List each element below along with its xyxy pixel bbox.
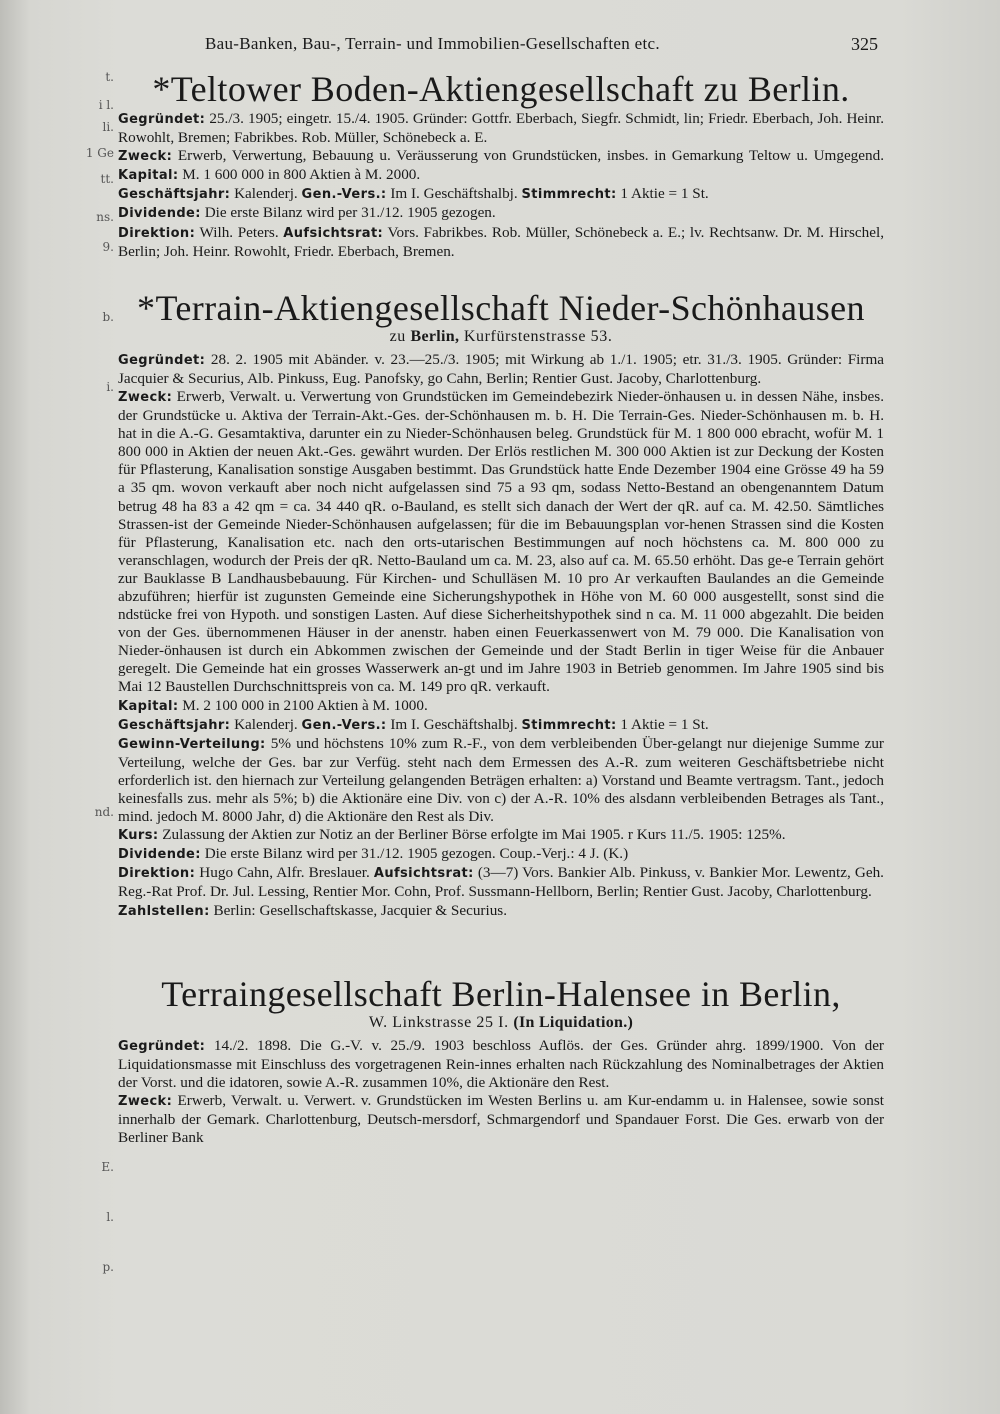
entry-address: zu Berlin, Kurfürstenstrasse 53. (389, 327, 613, 345)
entry-dividend: Dividende: Die erste Bilanz wird per 31./12. 1905 gezogen. (118, 204, 496, 222)
entry-management: Direktion: Wilh. Peters. Aufsichtsrat: Vors. Fabrikbes. Rob. Müller, Schönebeck a. E.; lv. Rechtsanw. Dr. M. Hirschel, Berlin; Joh. Heinr. Rowohlt, Friedr. Eberbach, Bremen. (118, 223, 884, 260)
margin-fragment: p. (102, 1260, 114, 1274)
entry-dividend: Dividende: Die erste Bilanz wird per 31./12. 1905 gezogen. Coup.-Verj.: 4 J. (K.) (118, 845, 629, 863)
margin-fragment: E. (101, 1160, 114, 1174)
page-number: 325 (851, 34, 878, 54)
entry-capital: Kapital: M. 2 100 000 in 2100 Aktien à M. 1000. (118, 696, 428, 714)
entry-founded: Gegründet: 28. 2. 1905 mit Abänder. v. 23.—25./3. 1905; mit Wirkung ab 1./1. 1905; etr. 31./3. 1905. Gründer: Firma Jacquier & Securius, Alb. Pinkuss, Eug. Panofsky, go Cahn, Berlin; Rentier Gust. Jacoby, Charlottenburg. (118, 350, 884, 387)
company-entry-teltower (118, 70, 884, 261)
running-header: Bau-Banken, Bau-, Terrain- und Immobilien-Gesellschaften etc. (205, 34, 660, 53)
entry-founded: Gegründet: 25./3. 1905; eingetr. 15./4. 1905. Gründer: Gottfr. Eberbach, Siegfr. Schmidt, lin; Friedr. Eberbach, Joh. Heinr. Rowohlt, Bremen; Fabrikbes. Rob. Müller, Schönebeck a. E. (118, 110, 884, 147)
entry-purpose: Zweck: Erwerb, Verwertung, Bebauung u. Veräusserung von Grundstücken, insbes. in Gemarkung Teltow u. Umgegend. Kapital: M. 1 600 000 in 800 Aktien à M. 2000. (118, 147, 884, 184)
entry-title: *Terrain-Aktiengesellschaft Nieder-Schönhausen (137, 287, 865, 328)
company-entry-halensee (118, 975, 884, 1148)
page-body (118, 70, 884, 1147)
entry-founded: Gegründet: 14./2. 1898. Die G.-V. v. 25./9. 1903 beschloss Auflös. der Ges. Gründer ahrg. 1899/1900. Von der Liquidationsmasse mit Einschluss des vorgetragenen Rein-innes erhalten nach Rückzahlung des Nominalbetrages der Aktien der Vorst. und die idatoren, sowie A.-R. zusammen 10%, die Aktionäre den Rest. (118, 1036, 884, 1091)
entry-title: *Teltower Boden-Aktiengesellschaft zu Berlin. (152, 69, 850, 109)
margin-fragment: tt. (100, 172, 114, 186)
entry-quotation: Kurs: Zulassung der Aktien zur Notiz an der Berliner Börse erfolgte im Mai 1905. r Kurs 11./5. 1905: 125%. (118, 826, 786, 844)
entry-management: Direktion: Hugo Cahn, Alfr. Breslauer. Aufsichtsrat: (3—7) Vors. Bankier Alb. Pinkuss, v. Bankier Mor. Lewentz, Geh. Reg.-Rat Prof. Dr. Jul. Lessing, Rentier Mor. Cohn, Prof. Sussmann-Hellborn, Berlin; Rentier Gust. Jacoby, Charlottenburg. (118, 864, 884, 901)
left-margin-bleed (0, 60, 118, 1360)
margin-fragment: t. (105, 70, 114, 84)
margin-fragment: i l. (98, 98, 114, 112)
margin-fragment: 9. (102, 240, 114, 254)
entry-title: Terraingesellschaft Berlin-Halensee in Berlin, (161, 973, 841, 1014)
entry-purpose: Zweck: Erwerb, Verwalt. u. Verwertung von Grundstücken im Gemeindebezirk Nieder-önhausen u. in dessen Nähe, insbes. der Grundstücke u. Aktiva der Terrain-Akt.-Ges. der-Schönhausen m. b. H. Die Terrain-Ges. Nieder-Schönhausen m. b. H. hat in die A.-G. Gesamtaktiva, darunter ein zu Nieder-Schönhausen beleg. Grundstück für M. 1 800 000 ebracht, wofür M. 1 800 000 in Aktien der neuen Akt.-Ges. gewährt wurden. Der Erlös restlichen M. 300 000 Aktien ist zur Deckung der Kosten für Pflasterung, Kanalisation sonstige Ausgaben bestimmt. Das Grundstück hatte Ende Dezember 1904 eine Grösse 49 ha 59 a 35 qm. wovon verkauft aber noch nicht aufgelassen sind 75 a 93 qm, sodass Netto-Bestand an obengenanntem Datum betrug 48 ha 83 a 42 qm = ca. 34 440 qR. o-Bauland, es stellt sich danach der Wert der qR. auf ca. M. 42.50. Sämtliches Strassen-ist der Gemeinde Nieder-Schönhausen aufgelassen; für die im Bebauungsplan vor-henen Strassen sind die Kosten für Pflasterung, Kanalisation etc. nach den orts-utarischen Bestimmungen auf noch höchstens ca. M. 800 000 zu veranschlagen, wodurch der Preis der qR. Netto-Bauland um ca. M. 23, also auf ca. M. 65.50 erhöht. Das ge-e Terrain gehört zur Bauklasse B Landhausbebauung. Für Kirchen- und Schulläsen M. 10 pro Ar verkauften Baulandes an die Gemeinde abzuführen; hierfür ist zugunsten Gemeinde eine Sicherungshypothek in Höhe von M. 60 000 ausgestellt, sonst sind die ndstücke frei von Hypoth. und sonstigen Lasten. Auf diese Sicherheitshypothek sind n ca. M. 11 000 abgezahlt. Die beiden von der Ges. übernommenen Häuser in der anenstr. haben einen Feuerkassenwert von M. 79 000. Die Kanalisation von Nieder-önhausen ist durch ein Abkommen zwischen der Gemeinde und der Stadt Berlin in tiger Weise für die Anbauer geregelt. Die Gemeinde hat ein grosses Wasserwerk an-gt und im Jahre 1903 in Betrieb genommen. Im Jahre 1905 sind bis Mai 12 Baustellen Durchschnittspreis von ca. M. 149 pro qR. verkauft. (118, 387, 884, 696)
margin-fragment: nd. (94, 805, 114, 819)
margin-fragment: b. (102, 310, 114, 324)
entry-fiscal: Geschäftsjahr: Kalenderj. Gen.-Vers.: Im I. Geschäftshalbj. Stimmrecht: 1 Aktie = 1 St. (118, 185, 709, 203)
company-entry-nieder-schoenhausen (118, 289, 884, 921)
entry-address: W. Linkstrasse 25 I. (In Liquidation.) (368, 1013, 634, 1031)
margin-fragment: i. (106, 380, 114, 394)
margin-fragment: li. (102, 120, 114, 134)
entry-profit-distribution: Gewinn-Verteilung: 5% und höchstens 10% zum R.-F., von dem verbleibenden Über-gelangt nur diejenige Summe zur Verteilung, welche der Ges. bar zur Verfüg. steht nach dem Ermessen des A.-R. zum weiteren Geschäftsbetriebe nicht erforderlich ist. den hiernach zur Verteilung gelangenden Beträgen erhalten: a) Vorstand und Beamte vertragsm. Tant., jedoch keinesfalls zus. mehr als 5%; b) die Aktionäre eine Div. von c) der A.-R. 10% des alsdann verbleibenden Betrages als Tant., mind. jedoch M. 8000 Jahr, d) die Aktionäre den Rest als Div. (118, 734, 884, 826)
entry-fiscal: Geschäftsjahr: Kalenderj. Gen.-Vers.: Im I. Geschäftshalbj. Stimmrecht: 1 Aktie = 1 St. (118, 715, 709, 733)
margin-fragment: 1 Ge (85, 146, 114, 160)
entry-purpose: Zweck: Erwerb, Verwalt. u. Verwert. v. Grundstücken im Westen Berlins u. am Kur-endamm u. in Halensee, sowie sonst innerhalb der Gemark. Charlottenburg, Deutsch-mersdorf, Schmargendorf und Spandauer Forst. Die Ges. erwarb von der Berliner Bank (118, 1091, 884, 1147)
margin-fragment: ns. (96, 210, 114, 224)
margin-fragment: l. (106, 1210, 114, 1224)
entry-paying-agents: Zahlstellen: Berlin: Gesellschaftskasse, Jacquier & Securius. (118, 901, 508, 919)
